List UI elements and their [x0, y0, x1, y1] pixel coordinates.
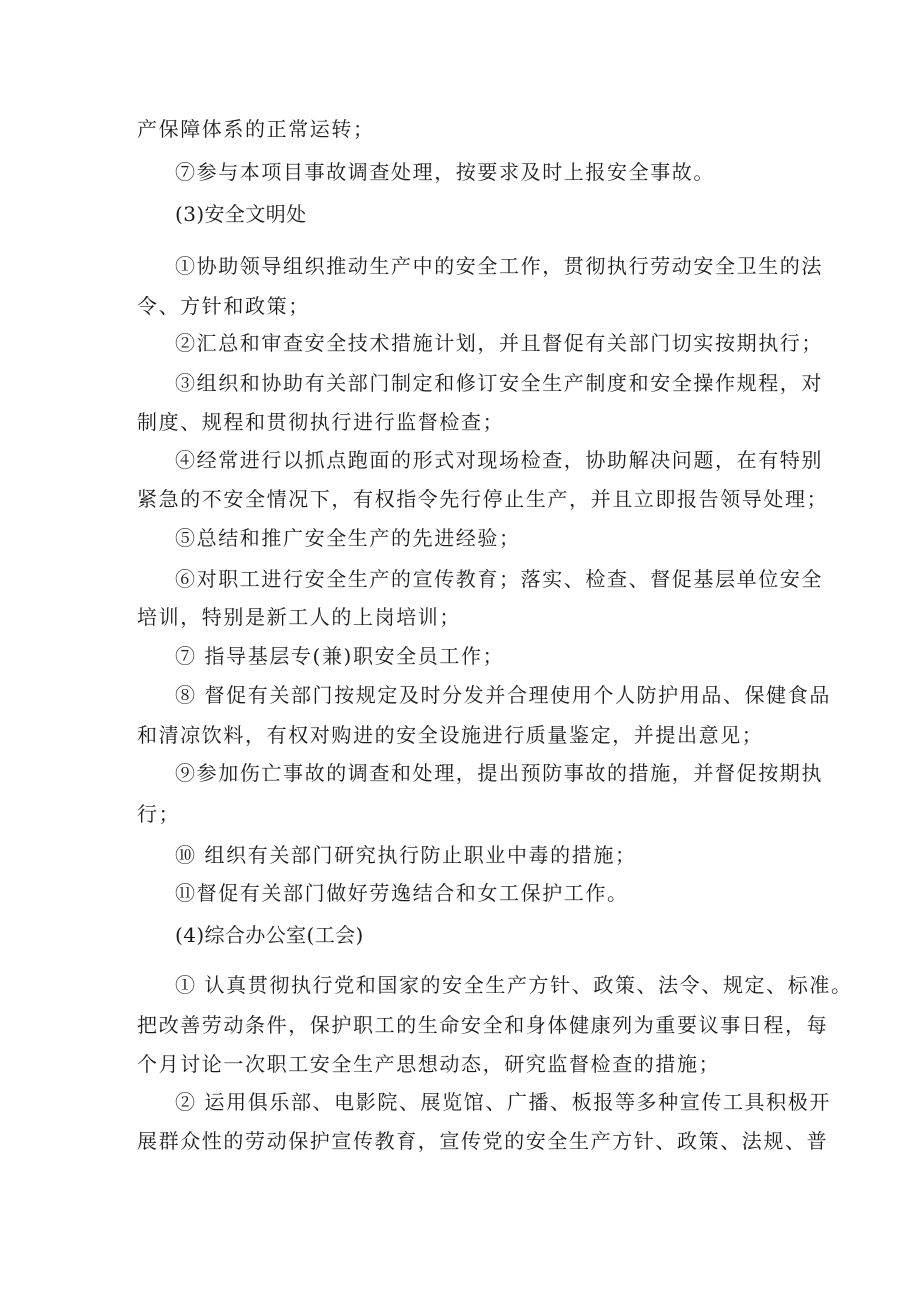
- list-item-10: ⑩ 组织有关部门研究执行防止职业中毒的措施；: [175, 843, 637, 867]
- list-item-9: ⑨参加伤亡事故的调查和处理，提出预防事故的措施，并督促按期执: [175, 761, 823, 785]
- list-item-6: ⑥对职工进行安全生产的宣传教育；落实、检查、督促基层单位安全: [175, 567, 823, 591]
- section-heading-safety-office: (3)安全文明处: [175, 202, 307, 226]
- list-item-5: ⑤总结和推广安全生产的先进经验；: [175, 526, 521, 550]
- text-line: 令、方针和政策；: [137, 294, 310, 318]
- list-item-8: ⑧ 督促有关部门按规定及时分发并合理使用个人防护用品、保健食品: [175, 683, 831, 707]
- text-line: 行；: [137, 802, 181, 826]
- text-line: 产保障体系的正常运转；: [137, 117, 375, 141]
- list-item-11: ⑪督促有关部门做好劳逸结合和女工保护工作。: [175, 881, 629, 905]
- text-line: 和清凉饮料，有权对购进的安全设施进行质量鉴定，并提出意见；: [137, 723, 764, 747]
- list-item-7: ⑦ 指导基层专(兼)职安全员工作；: [175, 644, 505, 668]
- text-line: 培训，特别是新工人的上岗培训；: [137, 605, 461, 629]
- list-item-3: ③组织和协助有关部门制定和修订安全生产制度和安全操作规程，对: [175, 371, 823, 395]
- text-line: 个月讨论一次职工安全生产思想动态，研究监督检查的措施；: [137, 1052, 721, 1076]
- list-item-2: ②汇总和审查安全技术措施计划，并且督促有关部门切实按期执行；: [175, 331, 823, 355]
- list-item-7: ⑦参与本项目事故调查处理，按要求及时上报安全事故。: [175, 160, 715, 184]
- list-item-1: ① 认真贯彻执行党和国家的安全生产方针、政策、法令、规定、标准。: [175, 973, 853, 997]
- list-item-1: ①协助领导组织推动生产中的安全工作，贯彻执行劳动安全卫生的法: [175, 254, 823, 278]
- list-item-2: ② 运用俱乐部、电影院、展览馆、广播、板报等多种宣传工具积极开: [175, 1090, 831, 1114]
- list-item-4: ④经常进行以抓点跑面的形式对现场检查，协助解决问题，在有特别: [175, 448, 823, 472]
- text-line: 展群众性的劳动保护宣传教育，宣传党的安全生产方针、政策、法规、普: [137, 1129, 829, 1153]
- text-line: 把改善劳动条件，保护职工的生命安全和身体健康列为重要议事日程，每: [137, 1013, 829, 1037]
- section-heading-general-office: (4)综合办公室(工会): [175, 923, 364, 947]
- text-line: 紧急的不安全情况下，有权指令先行停止生产，并且立即报告领导处理；: [137, 487, 829, 511]
- text-line: 制度、规程和贯彻执行进行监督检查；: [137, 410, 505, 434]
